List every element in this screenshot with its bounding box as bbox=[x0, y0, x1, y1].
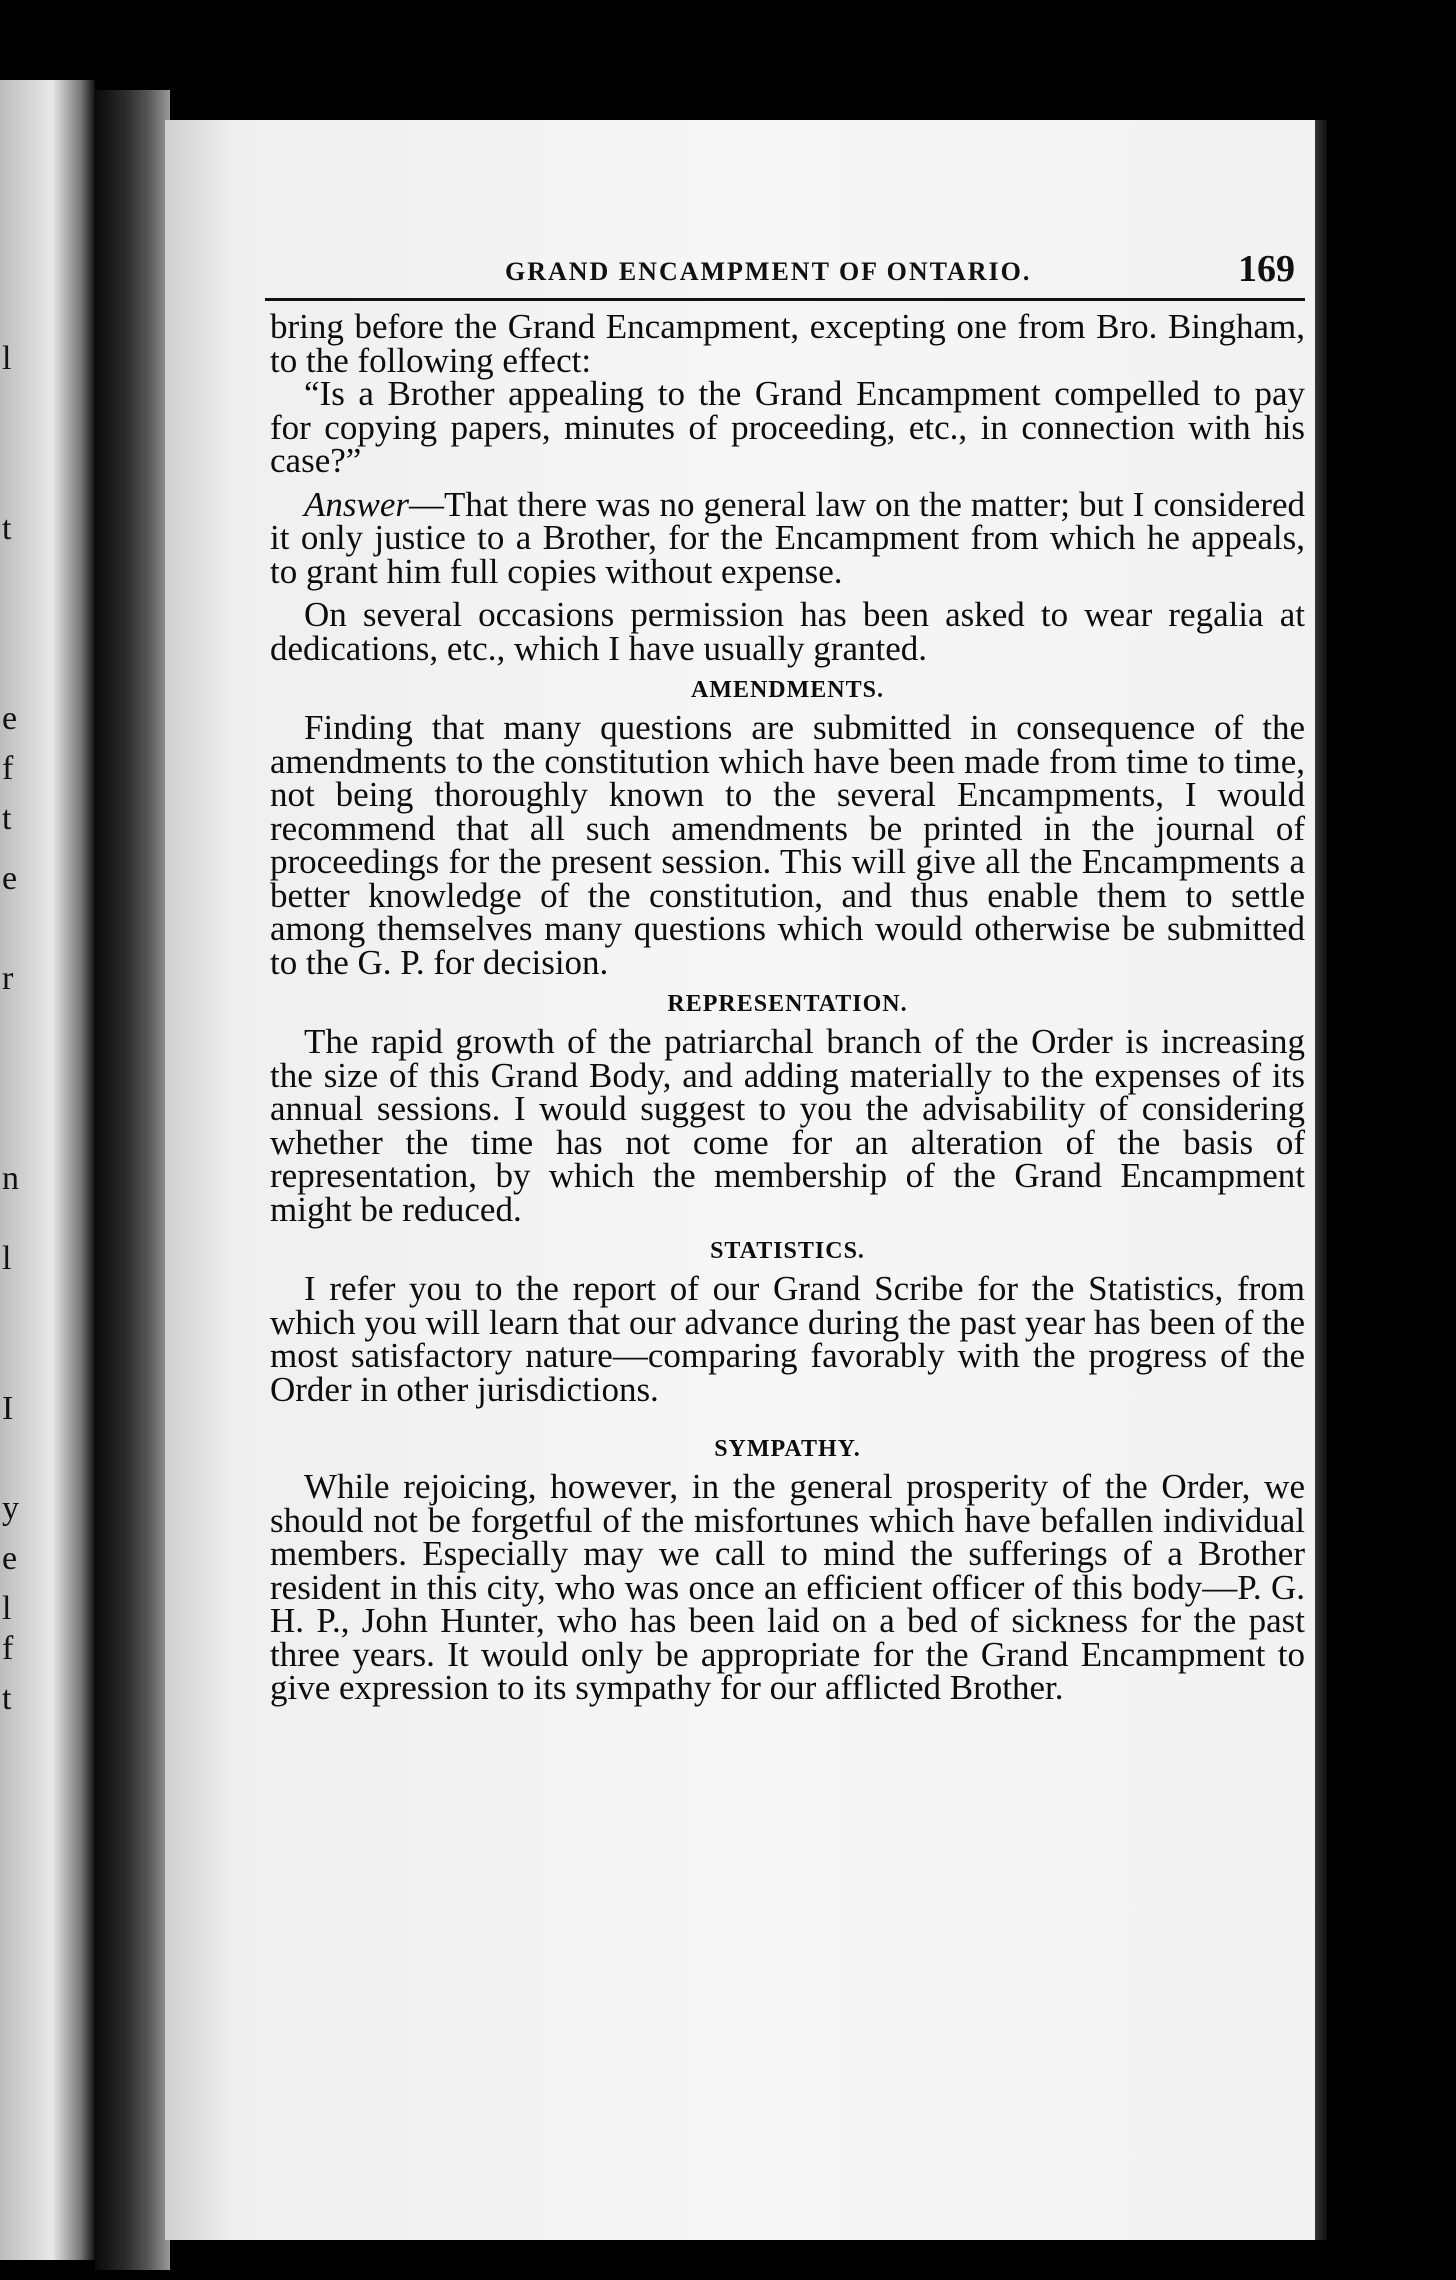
page-body bbox=[270, 307, 1305, 1707]
answer-label: Answer bbox=[304, 484, 409, 524]
paragraph-question: “Is a Brother appealing to the Grand Encampment compelled to pay for copying papers, minutes of proceeding, etc., in connection with his case?” bbox=[270, 374, 1305, 480]
paragraph-amendments: Finding that many questions are submitted in consequence of the amendments to the constitution which have been made from time to time, not being thoroughly known to the several Encampments, I would recommend that all such amendments be printed in the journal of proceedings for the present session. This will give all the Encampments a better knowledge of the constitution, and thus enable them to settle among themselves many questions which would otherwise be submitted to the G. P. for decision. bbox=[270, 708, 1305, 982]
paragraph-statistics: I refer you to the report of our Grand Scribe for the Statistics, from which you will learn that our advance during the past year has been of the most satisfactory nature—comparing favorably with the progress of the Order in other jurisdictions. bbox=[270, 1269, 1305, 1409]
page-number: 169 bbox=[1238, 248, 1295, 290]
paragraph-regalia: On several occasions permission has been asked to wear regalia at dedications, etc., which I have usually granted. bbox=[270, 595, 1305, 668]
paragraph-answer bbox=[270, 484, 1305, 591]
facing-page-fragment: t bbox=[2, 510, 12, 547]
heading-representation: REPRESENTATION. bbox=[667, 991, 908, 1017]
facing-page-fragment: e bbox=[2, 700, 18, 737]
header-rule bbox=[265, 298, 1305, 301]
facing-page-fragment: r bbox=[2, 960, 14, 997]
document-page bbox=[165, 120, 1315, 2240]
facing-page-fragment: t bbox=[2, 800, 12, 837]
facing-page-fragment: f bbox=[2, 750, 14, 787]
paragraph-representation: The rapid growth of the patriarchal branch of the Order is increasing the size of this Grand Body, and adding materially to the expenses of its annual sessions. I would suggest to you the advisability of considering whether the time has not come for an alteration of the basis of representation, by which the membership of the Grand Encampment might be reduced. bbox=[270, 1022, 1305, 1229]
paragraph-sympathy: While rejoicing, however, in the general prosperity of the Order, we should not be forgetful of the misfortunes which have befallen individual members. Especially may we call to mind the sufferings of a Brother resident in this city, who was once an efficient officer of this body—P. G. H. P., John Hunter, who has been laid on a bed of sickness for the past three years. It would only be appropriate for the Grand Encampment to give expression to its sympathy for our afflicted Brother. bbox=[270, 1467, 1305, 1707]
heading-statistics: STATISTICS. bbox=[710, 1238, 865, 1264]
facing-page-fragment: l bbox=[2, 340, 12, 377]
facing-page-fragment: I bbox=[2, 1390, 14, 1427]
paragraph-continuation: bring before the Grand Encampment, excepting one from Bro. Bingham, to the following effect: bbox=[270, 307, 1305, 380]
answer-text: —That there was no general law on the matter; but I considered it only justice to a Brother, for the Encampment from which he appeals, to grant him full copies without expense. bbox=[270, 484, 1305, 591]
heading-sympathy: SYMPATHY. bbox=[714, 1436, 861, 1462]
book-spine-shadow bbox=[95, 90, 170, 2270]
heading-amendments: AMENDMENTS. bbox=[690, 677, 884, 703]
running-title: GRAND ENCAMPMENT OF ONTARIO. bbox=[505, 257, 1032, 286]
facing-page-fragment: n bbox=[2, 1160, 19, 1197]
facing-page-fragment: f bbox=[2, 1630, 14, 1667]
facing-page-fragment: e bbox=[2, 860, 18, 897]
running-head bbox=[265, 235, 1325, 295]
page-right-edge bbox=[1315, 120, 1327, 2240]
facing-page-fragment: l bbox=[2, 1240, 12, 1277]
facing-page-fragment: y bbox=[2, 1490, 19, 1527]
facing-page-fragment: l bbox=[2, 1590, 12, 1627]
facing-page-fragment: e bbox=[2, 1540, 18, 1577]
facing-page-fragment: t bbox=[2, 1680, 12, 1717]
